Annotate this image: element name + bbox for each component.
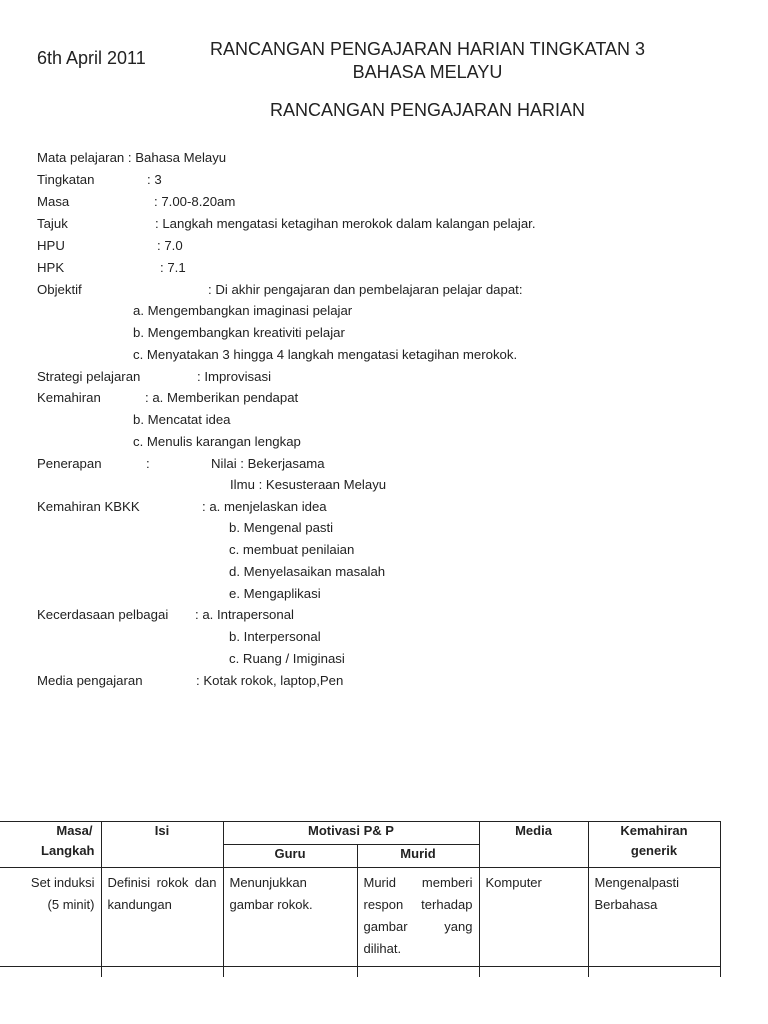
document-title-line2: BAHASA MELAYU: [352, 62, 503, 82]
hpu-value: : 7.0: [157, 238, 183, 253]
header-media: Media: [479, 822, 588, 868]
kemahiran-item: c. Menulis karangan lengkap: [133, 434, 301, 449]
objektif-item: a. Mengembangkan imaginasi pelajar: [133, 303, 353, 318]
hpk-value: : 7.1: [160, 260, 186, 275]
tajuk-value: : Langkah mengatasi ketagihan merokok dalam kalangan pelajar.: [155, 216, 536, 231]
document-main-title: RANCANGAN PENGAJARAN HARIAN: [269, 100, 586, 120]
kbkk-item: c. membuat penilaian: [229, 542, 355, 557]
kecerdasan-value: : a. Intrapersonal: [195, 607, 294, 622]
masa-value: : 7.00-8.20am: [154, 194, 236, 209]
kbkk-item: b. Mengenal pasti: [229, 520, 334, 535]
kbkk-item: d. Menyelasaikan masalah: [229, 564, 386, 579]
kecerdasan-item: b. Interpersonal: [229, 629, 321, 644]
header-guru: Guru: [223, 845, 357, 868]
kbkk-label: Kemahiran KBKK: [37, 499, 140, 514]
penerapan-item: Ilmu : Kesusteraan Melayu: [230, 477, 387, 492]
cell-kemahiran: Mengenalpasti Berbahasa: [588, 868, 720, 967]
masa-label: Masa: [37, 194, 70, 209]
objektif-item: c. Menyatakan 3 hingga 4 langkah mengatasi ketagihan merokok.: [133, 347, 518, 362]
penerapan-value: Nilai : Bekerjasama: [211, 456, 325, 471]
kemahiran-label: Kemahiran: [37, 390, 101, 405]
kbkk-item: e. Mengaplikasi: [229, 586, 321, 601]
cell-isi: Definisi rokok dan kandungan: [101, 868, 223, 967]
lesson-plan-table: [0, 821, 721, 977]
kemahiran-item: b. Mencatat idea: [133, 412, 231, 427]
penerapan-label: Penerapan: [37, 456, 102, 471]
document-date: 6th April 2011: [37, 48, 146, 68]
header-motivasi: Motivasi P& P: [223, 822, 479, 845]
document-title-line1: RANCANGAN PENGAJARAN HARIAN TINGKATAN 3: [209, 39, 646, 59]
strategi-value: : Improvisasi: [197, 369, 272, 384]
objektif-value: : Di akhir pengajaran dan pembelajaran pelajar dapat:: [208, 282, 523, 297]
cell-media: Komputer: [479, 868, 588, 967]
kecerdasan-label: Kecerdasaan pelbagai: [37, 607, 169, 622]
header-kemahiran-generik: Kemahiran generik: [588, 822, 720, 868]
header-masa-langkah: Masa/ Langkah: [0, 822, 101, 868]
tingkatan-value: : 3: [147, 172, 162, 187]
media-value: : Kotak rokok, laptop,Pen: [196, 673, 344, 688]
kecerdasan-item: c. Ruang / Imiginasi: [229, 651, 345, 666]
tajuk-label: Tajuk: [37, 216, 68, 231]
cell-masa: Set induksi (5 minit): [0, 868, 101, 967]
header-isi: Isi: [101, 822, 223, 868]
header-murid: Murid: [357, 845, 479, 868]
table-row-partial: [0, 967, 720, 978]
objektif-item: b. Mengembangkan kreativiti pelajar: [133, 325, 345, 340]
media-label: Media pengajaran: [37, 673, 143, 688]
penerapan-colon: :: [146, 456, 150, 471]
kbkk-value: : a. menjelaskan idea: [202, 499, 327, 514]
hpu-label: HPU: [37, 238, 65, 253]
kemahiran-value: : a. Memberikan pendapat: [145, 390, 299, 405]
table-row: [0, 868, 720, 967]
cell-guru: Menunjukkan gambar rokok.: [223, 868, 357, 967]
mata-pelajaran-line: Mata pelajaran : Bahasa Melayu: [37, 150, 227, 165]
tingkatan-label: Tingkatan: [37, 172, 95, 187]
objektif-label: Objektif: [37, 282, 82, 297]
strategi-label: Strategi pelajaran: [37, 369, 141, 384]
cell-murid: Murid memberi respon terhadap gambar yang dilihat.: [357, 868, 479, 967]
hpk-label: HPK: [37, 260, 65, 275]
